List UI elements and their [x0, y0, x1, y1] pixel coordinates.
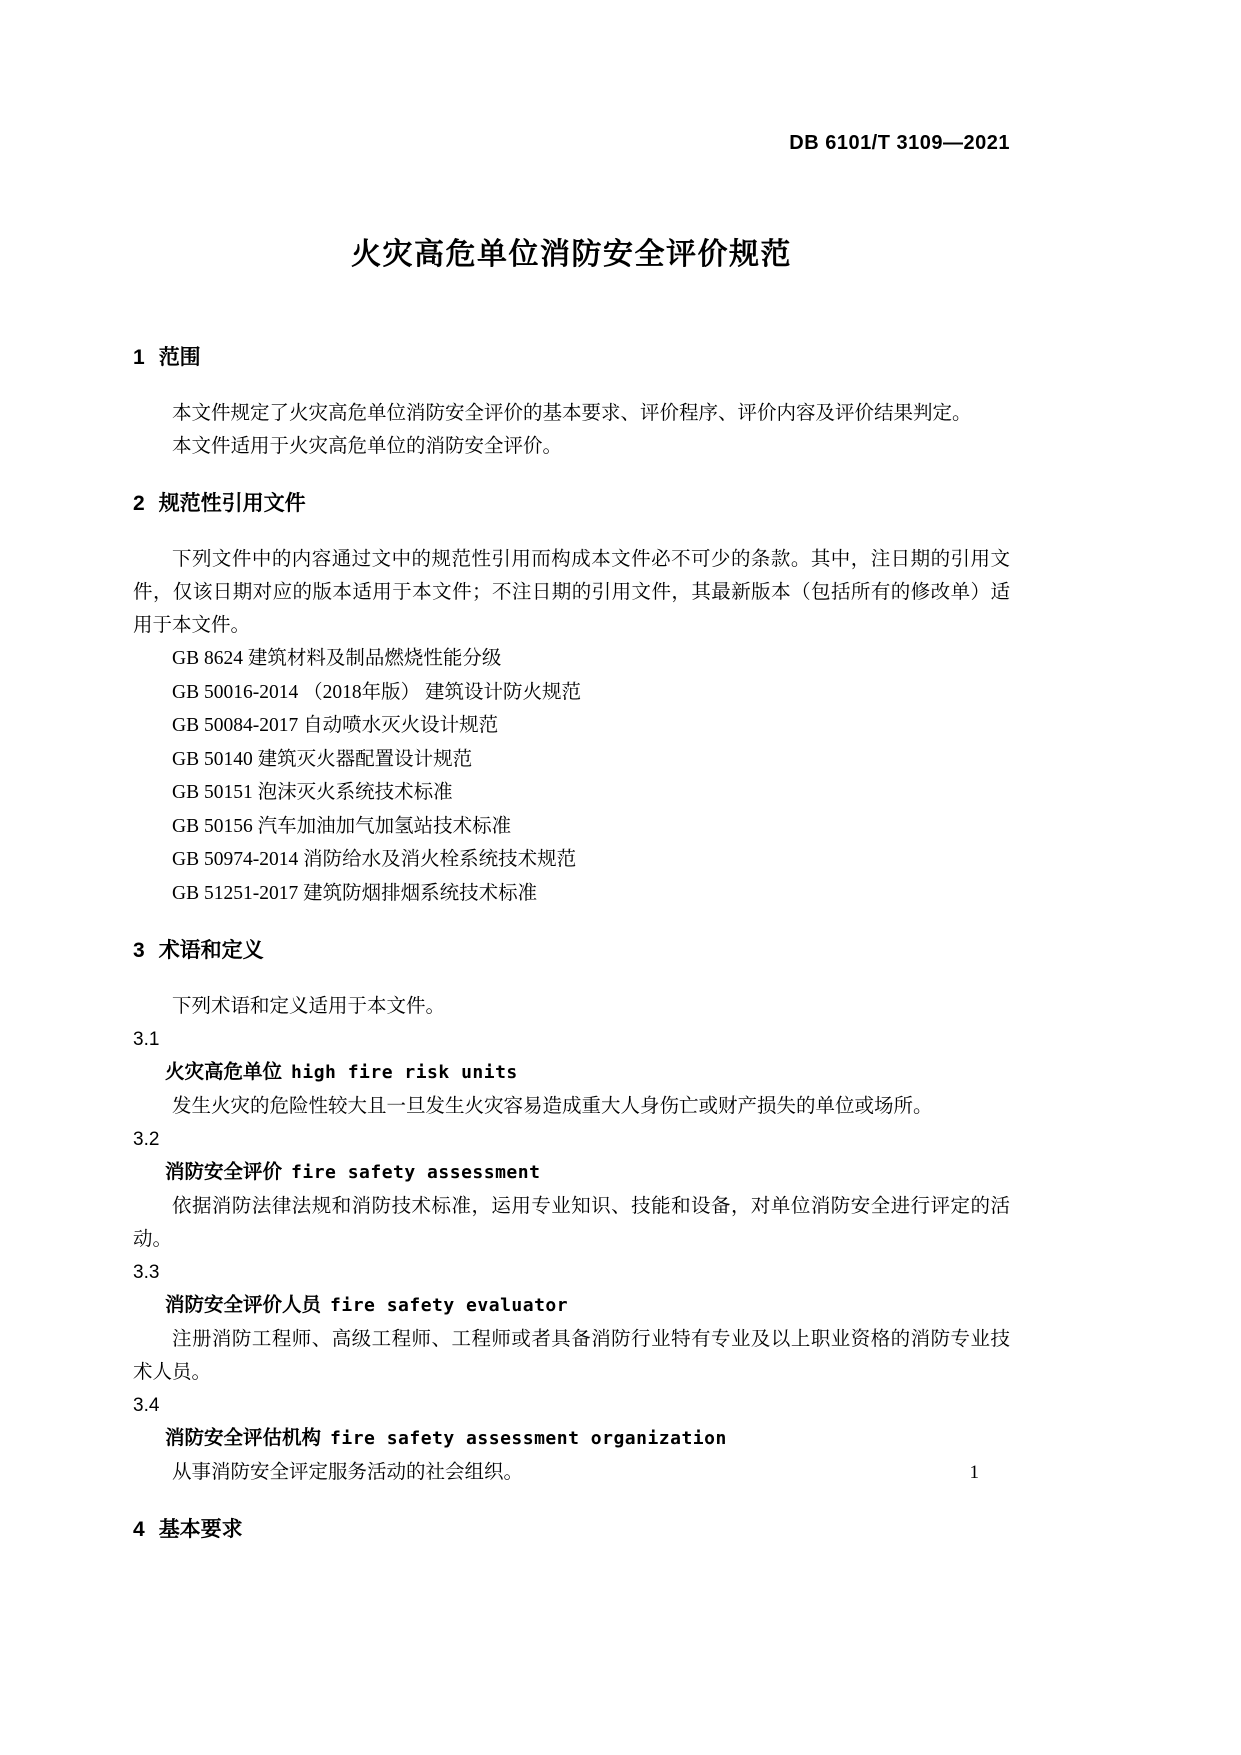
term-en: high fire risk units: [291, 1062, 518, 1083]
reference-item: GB 50974-2014 消防给水及消火栓系统技术规范: [172, 849, 577, 870]
document-content: [133, 0, 1010, 1569]
section-heading: [133, 1515, 1010, 1545]
term-en: fire safety assessment organization: [330, 1428, 727, 1449]
section-label: 规范性引用文件: [158, 492, 306, 515]
term-entry: [133, 1123, 1010, 1256]
reference-item: GB 50151 泡沫灭火系统技术标准: [172, 782, 453, 803]
term-definition: 从事消防安全评定服务活动的社会组织。: [172, 1462, 524, 1483]
doc-title: 火灾高危单位消防安全评价规范: [351, 238, 792, 271]
section-heading: [133, 936, 1010, 966]
reference-item: GB 50084-2017 自动喷水灭火设计规范: [172, 715, 499, 736]
term-definition: 发生火灾的危险性较大且一旦发生火灾容易造成重大人身伤亡或财产损失的单位或场所。: [172, 1096, 933, 1117]
term-en: fire safety evaluator: [330, 1295, 569, 1316]
section-label: 术语和定义: [158, 939, 264, 962]
term-title: [133, 1422, 1010, 1456]
page-number: 1: [969, 1462, 979, 1483]
reference-item: GB 50156 汽车加油加气加氢站技术标准: [172, 815, 512, 837]
section-normative-references: [133, 489, 1010, 910]
paragraph: 下列文件中的内容通过文中的规范性引用而构成本文件必不可少的条款。其中，注日期的引用文件，仅该日期对应的版本适用于本文件；不注日期的引用文件，其最新版本（包括所有的修改单）适用于本文件。: [133, 549, 1010, 636]
term-title: [133, 1156, 1010, 1190]
term-number: 3.3: [133, 1262, 160, 1283]
terms-intro: 下列术语和定义适用于本文件。: [172, 996, 446, 1017]
reference-item: GB 50016-2014 （2018年版） 建筑设计防火规范: [172, 681, 581, 703]
term-title: [133, 1289, 1010, 1323]
doc-number: DB 6101/T 3109—2021: [789, 132, 1010, 154]
section-heading: [133, 343, 1010, 373]
paragraph: 本文件规定了火灾高危单位消防安全评价的基本要求、评价程序、评价内容及评价结果判定。: [172, 403, 972, 424]
term-zh: 消防安全评价人员: [165, 1294, 322, 1316]
term-zh: 消防安全评估机构: [165, 1427, 322, 1449]
reference-item: GB 8624 建筑材料及制品燃烧性能分级: [172, 648, 502, 669]
term-number: 3.2: [133, 1129, 160, 1150]
paragraph: 本文件适用于火灾高危单位的消防安全评价。: [172, 436, 563, 457]
section-number: 2: [133, 492, 145, 515]
term-entry: [133, 1023, 1010, 1123]
section-label: 范围: [158, 346, 201, 369]
section-number: 4: [133, 1518, 145, 1541]
section-scope: [133, 343, 1010, 463]
section-heading: [133, 489, 1010, 519]
section-number: 3: [133, 939, 145, 962]
section-number: 1: [133, 346, 145, 369]
term-number: 3.4: [133, 1395, 160, 1416]
term-zh: 消防安全评价: [165, 1161, 283, 1183]
term-number: 3.1: [133, 1029, 160, 1050]
term-title: [133, 1056, 1010, 1090]
term-definition: 依据消防法律法规和消防技术标准，运用专业知识、技能和设备，对单位消防安全进行评定的活动。: [133, 1196, 1010, 1250]
term-definition: 注册消防工程师、高级工程师、工程师或者具备消防行业特有专业及以上职业资格的消防专业技术人员。: [133, 1329, 1010, 1383]
reference-item: GB 51251-2017 建筑防烟排烟系统技术标准: [172, 882, 538, 904]
term-en: fire safety assessment: [291, 1162, 541, 1183]
term-entry: [133, 1389, 1010, 1489]
term-entry: [133, 1256, 1010, 1389]
section-terms-definitions: [133, 936, 1010, 1489]
term-zh: 火灾高危单位: [165, 1061, 283, 1083]
reference-item: GB 50140 建筑灭火器配置设计规范: [172, 748, 473, 770]
section-basic-requirements: [133, 1515, 1010, 1545]
section-label: 基本要求: [158, 1518, 243, 1541]
